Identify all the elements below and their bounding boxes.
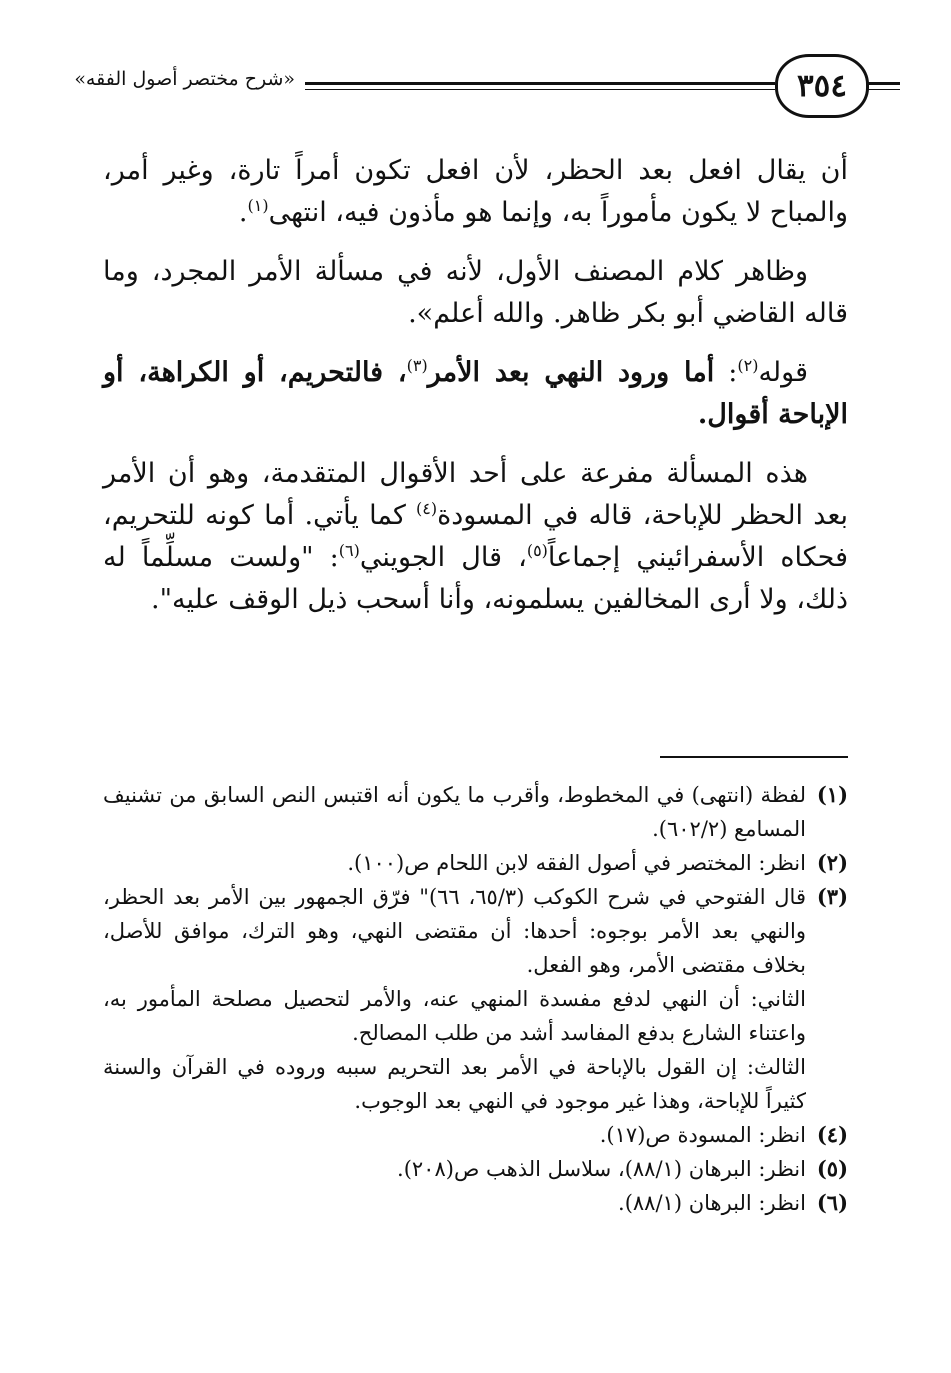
header-rule — [305, 82, 775, 85]
footnotes — [103, 778, 848, 1220]
footnote-ref: (٢) — [737, 356, 759, 375]
footnote — [103, 1152, 848, 1186]
footnote-ref: (٤) — [416, 499, 438, 518]
footnote-ref: (٥) — [526, 541, 548, 560]
footnote-number: (٢) — [816, 850, 848, 875]
footnote — [103, 1186, 848, 1220]
footnote-number: (٣) — [816, 884, 848, 909]
footnote — [103, 778, 848, 846]
footnote-number: (٤) — [816, 1122, 848, 1147]
footnote-number: (٦) — [816, 1190, 848, 1215]
matn-text: أما ورود النهي بعد الأمر — [427, 357, 715, 388]
footnote-number: (١) — [816, 782, 848, 807]
footnote-text: الثالث: إن القول بالإباحة في الأمر بعد التحريم سببه وروده في القرآن والسنة كثيراً للإباحة، وهذا غير موجود في النهي بعد الوجوب. — [103, 1055, 806, 1113]
footnote-ref: (٦) — [338, 541, 360, 560]
footnote-ref: (١) — [247, 196, 269, 215]
footnote-text: انظر: المختصر في أصول الفقه لابن اللحام ص(١٠٠). — [347, 851, 806, 875]
paragraph-3-quoted-text: قوله$^{(٢)}$: أما ورود النهي بعد الأمر$^{(٣)}$، فالتحريم، أو الكراهة، أو الإباحة أقوال. — [103, 356, 848, 430]
footnote-text: انظر: البرهان (٨٨/١)، سلاسل الذهب ص(٢٠٨). — [397, 1157, 806, 1181]
running-title: «شرح مختصر أصول الفقه» — [74, 68, 295, 90]
footnote — [103, 1118, 848, 1152]
page-number: ٣٥٤ — [775, 54, 869, 118]
matn-text: ، فالتحريم، أو الكراهة، أو الإباحة أقوال. — [103, 357, 848, 430]
body-text — [103, 150, 848, 638]
footnote — [103, 846, 848, 880]
footnote-text: انظر: المسودة ص(١٧). — [599, 1123, 806, 1147]
footnote-text: انظر: البرهان (٨٨/١). — [618, 1191, 806, 1215]
footnote-separator — [660, 756, 848, 758]
paragraph-4: هذه المسألة مفرعة على أحد الأقوال المتقدمة، وهو أن الأمر بعد الحظر للإباحة، قاله في المسودة$^{(٤)}$ كما يأتي. أما كونه للتحريم، فحكاه الأسفرائيني إجماعاً$^{(٥)}$، قال الجويني$^{(٦)}$: "ولست مسلِّماً له ذلك، ولا أرى المخالفين يسلمونه، وأنا أسحب ذيل الوقف عليه". — [103, 458, 849, 615]
paragraph-2: وظاهر كلام المصنف الأول، لأنه في مسألة الأمر المجرد، وما قاله القاضي أبو بكر ظاهر. والله أعلم». — [103, 256, 848, 329]
header-rule — [305, 89, 775, 90]
page-header — [74, 40, 855, 120]
footnote-text: لفظة (انتهى) في المخطوط، وأقرب ما يكون أنه اقتبس النص السابق من تشنيف المسامع (٦٠٢/٢). — [103, 783, 806, 841]
footnote — [103, 880, 848, 1118]
footnote-text: قال الفتوحي في شرح الكوكب (٦٥/٣، ٦٦)" فرّق الجمهور بين الأمر بعد الحظر، والنهي بعد الأمر بوجوه: أحدها: أن مقتضى النهي، وهو الترك، موافق للأصل، بخلاف مقتضى الأمر، وهو الفعل. — [103, 885, 806, 977]
footnote-ref: (٣) — [406, 356, 428, 375]
footnote-text: الثاني: أن النهي لدفع مفسدة المنهي عنه، والأمر لتحصيل مصلحة المأمور به، واعتناء الشارع بدفع المفاسد أشد من طلب المصالح. — [103, 987, 806, 1045]
footnote-number: (٥) — [816, 1156, 848, 1181]
paragraph-1: أن يقال افعل بعد الحظر، لأن افعل تكون أمراً تارة، وغير أمر، والمباح لا يكون مأموراً به، وإنما هو مأذون فيه، انتهى$^{(١)}$. — [103, 155, 848, 228]
